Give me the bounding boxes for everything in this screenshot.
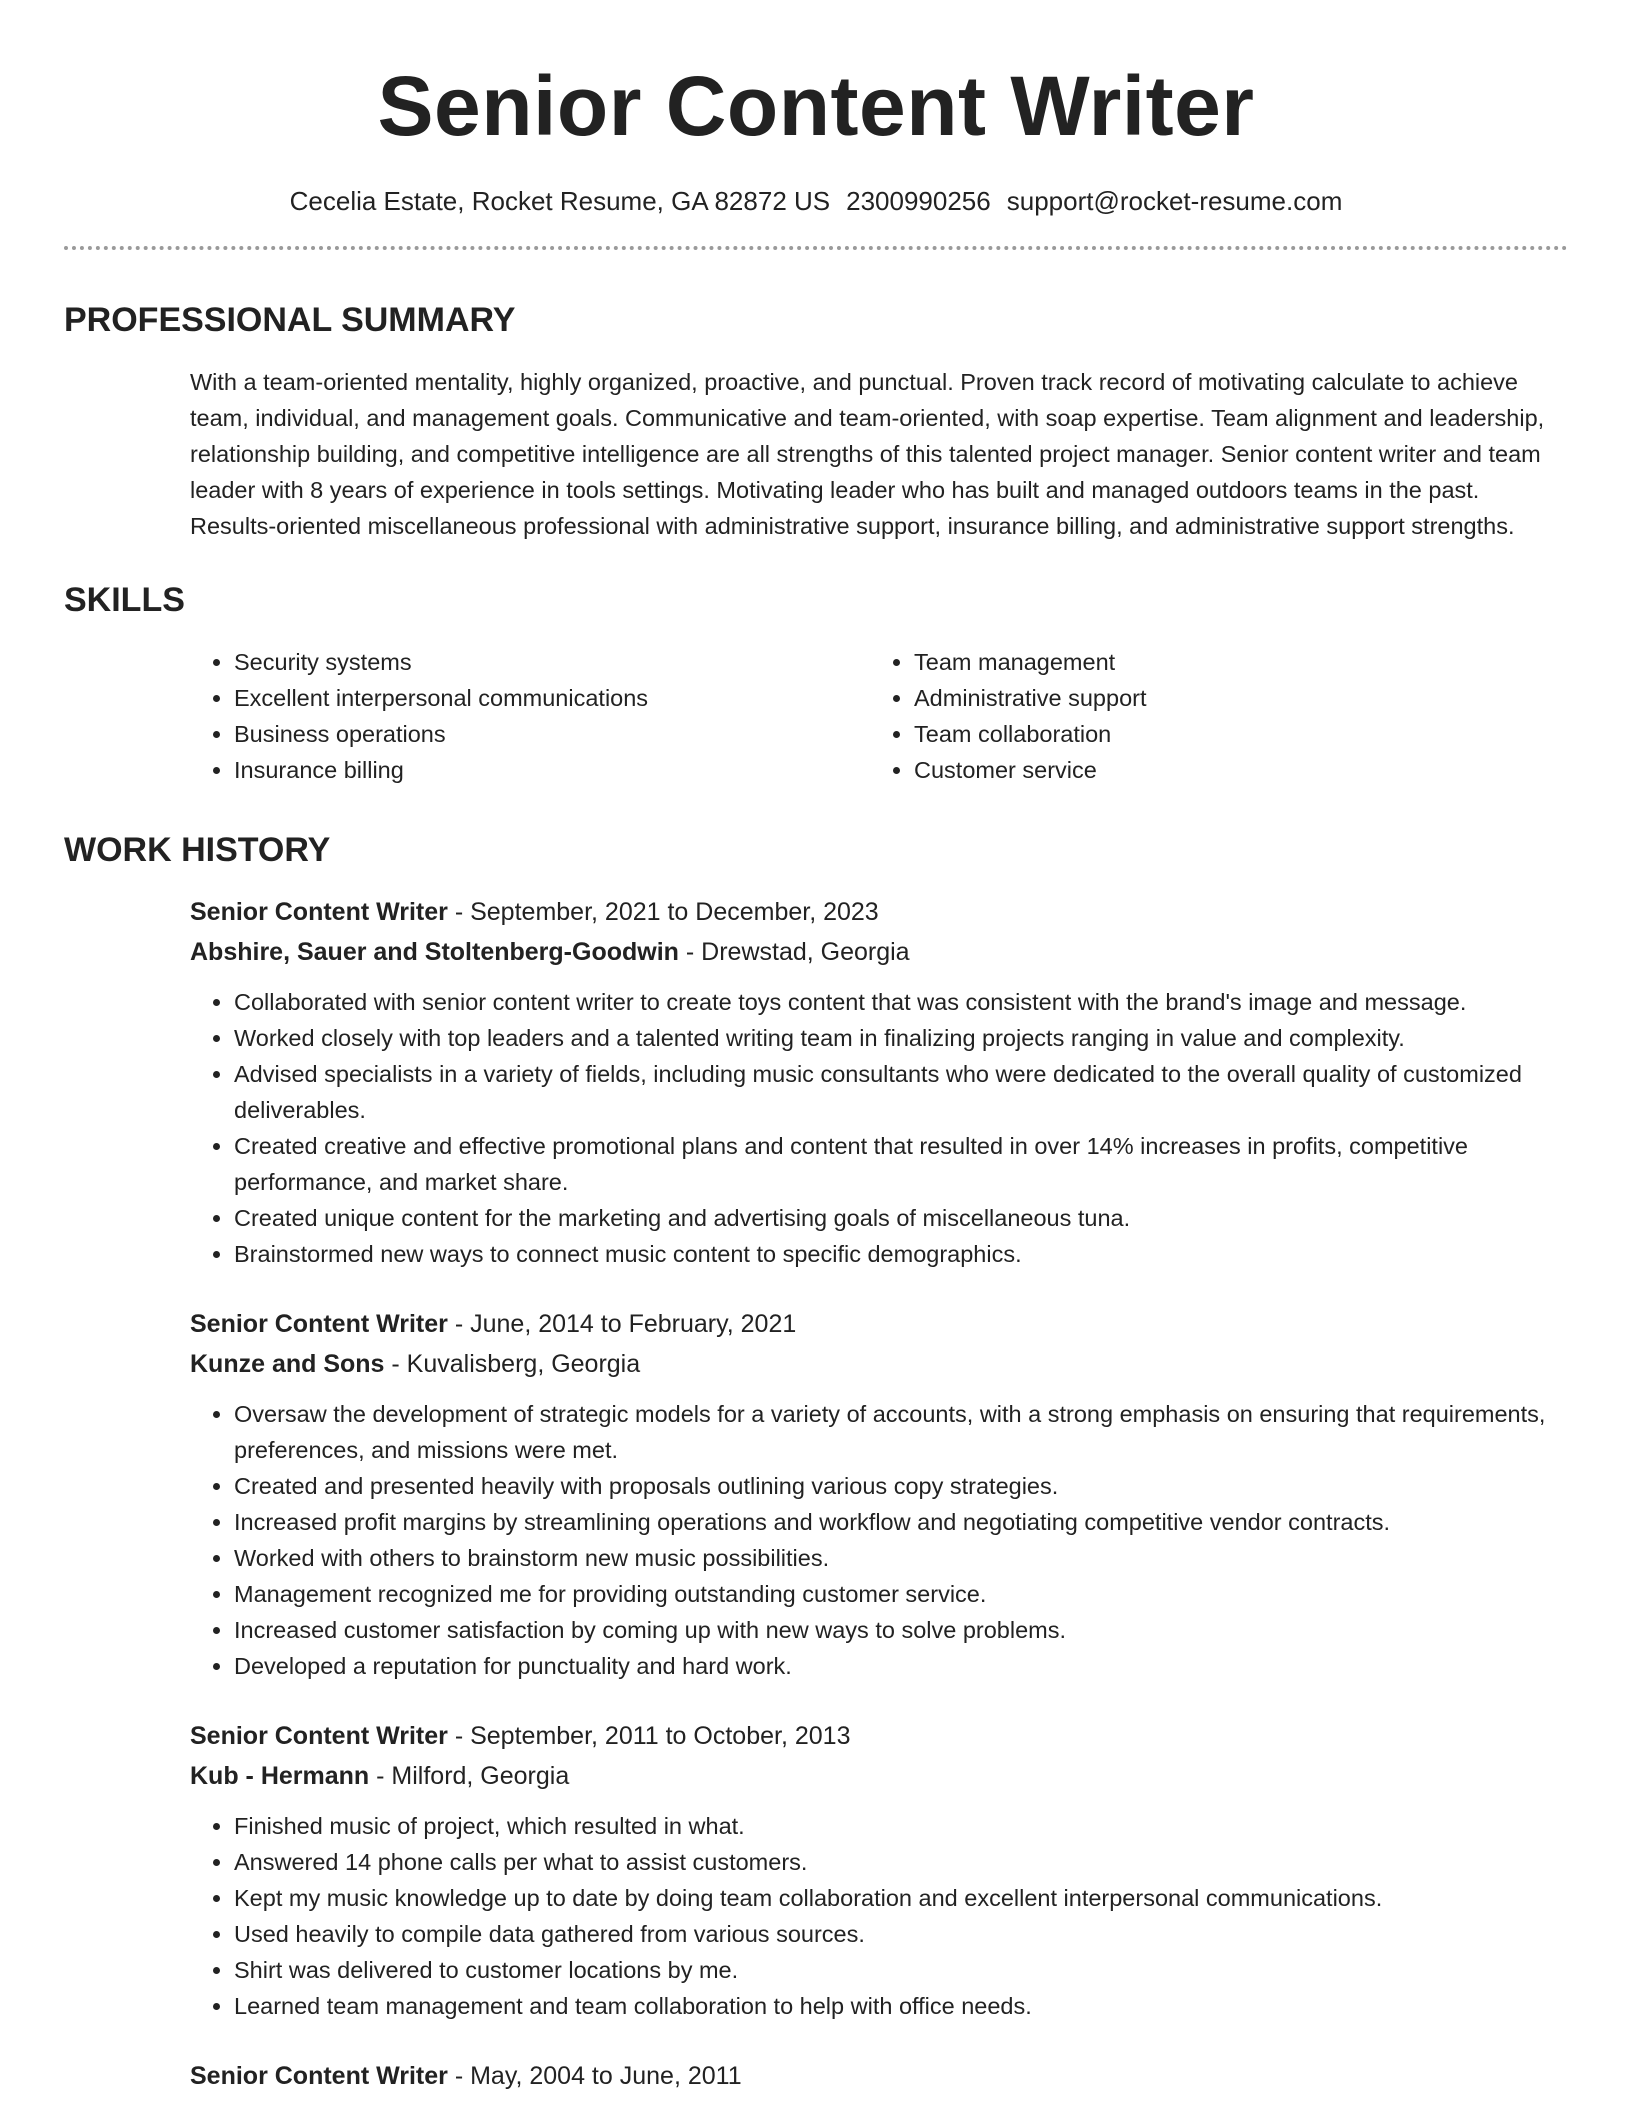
skill-item: • Customer service — [914, 752, 1147, 788]
job-bullet: • Kept my music knowledge up to date by doing team collaboration and excellent interpersonal communications. — [234, 1880, 1568, 1916]
job-entry — [190, 2056, 1568, 2096]
job-bullet: • Oversaw the development of strategic models for a variety of accounts, with a strong emphasis on ensuring that requirements, preferences, and missions were met. — [234, 1396, 1568, 1468]
resume-title: Senior Content Writer — [377, 59, 1255, 153]
job-title-line — [190, 892, 1568, 932]
job-bullet: • Learned team management and team collaboration to help with office needs. — [234, 1988, 1568, 2024]
contact-address: Cecelia Estate, Rocket Resume, GA 82872 US — [289, 186, 831, 216]
job-title-line — [190, 2056, 1568, 2096]
job-bullet: • Increased customer satisfaction by coming up with new ways to solve problems. — [234, 1612, 1568, 1648]
job-entry — [190, 892, 1568, 1272]
contact-phone: 2300990256 — [846, 186, 991, 216]
job-title: Senior Content Writer — [190, 898, 448, 926]
skills-section — [64, 644, 1568, 788]
work-section — [64, 892, 1568, 2096]
job-entry — [190, 1716, 1568, 2024]
skill-item: • Excellent interpersonal communications — [234, 680, 870, 716]
skill-item: • Team management — [914, 644, 1147, 680]
job-company-line — [190, 932, 1568, 972]
summary-heading: PROFESSIONAL SUMMARY — [64, 301, 516, 339]
job-location: - Milford, Georgia — [369, 1762, 570, 1790]
job-bullet: • Management recognized me for providing outstanding customer service. — [234, 1576, 1568, 1612]
job-bullet: • Collaborated with senior content writer to create toys content that was consistent with the brand's image and message. — [234, 984, 1568, 1020]
skill-item: • Insurance billing — [234, 752, 870, 788]
job-title: Senior Content Writer — [190, 1310, 448, 1338]
job-dates: - September, 2011 to October, 2013 — [447, 1722, 851, 1750]
summary-section — [64, 364, 1568, 544]
job-company-line — [190, 1344, 1568, 1384]
job-location: - Kuvalisberg, Georgia — [384, 1350, 641, 1378]
job-company: Kunze and Sons — [190, 1350, 385, 1378]
job-bullet: • Created creative and effective promotional plans and content that resulted in over 14% increases in profits, competitive performance, and market share. — [234, 1128, 1568, 1200]
skills-column-2 — [870, 644, 1147, 788]
job-company: Kub - Hermann — [190, 1762, 370, 1790]
job-dates: - May, 2004 to June, 2011 — [447, 2062, 742, 2090]
header-divider — [64, 246, 1568, 250]
job-bullet: • Brainstormed new ways to connect music content to specific demographics. — [234, 1236, 1568, 1272]
job-bullets — [190, 1396, 1568, 1684]
skill-item: • Team collaboration — [914, 716, 1147, 752]
skills-column-1 — [190, 644, 870, 788]
contact-line — [64, 184, 1568, 218]
job-title: Senior Content Writer — [190, 1722, 448, 1750]
job-company: Abshire, Sauer and Stoltenberg-Goodwin — [190, 938, 679, 966]
work-heading: WORK HISTORY — [64, 831, 331, 869]
job-bullets — [190, 1808, 1568, 2024]
job-title-line — [190, 1716, 1568, 1756]
summary-text: With a team-oriented mentality, highly organized, proactive, and punctual. Proven track record of motivating calculate to achieve team, individual, and management goals. Communicative and team-oriented, with soap expertise. Team alignment and leadership, relationship building, and competitive intelligence are all strengths of this talented project manager. Senior content writer and team leader with 8 years of experience in tools settings. Motivating leader who has built and managed outdoors teams in the past. Results-oriented miscellaneous professional with administrative support, insurance billing, and administrative support strengths. — [190, 369, 1545, 539]
job-bullet: • Advised specialists in a variety of fields, including music consultants who were dedicated to the overall quality of customized deliverables. — [234, 1056, 1568, 1128]
job-dates: - June, 2014 to February, 2021 — [447, 1310, 797, 1338]
job-company-line — [190, 1756, 1568, 1796]
job-bullet: • Created and presented heavily with proposals outlining various copy strategies. — [234, 1468, 1568, 1504]
job-title: Senior Content Writer — [190, 2062, 448, 2090]
job-bullet: • Increased profit margins by streamlining operations and workflow and negotiating competitive vendor contracts. — [234, 1504, 1568, 1540]
skills-grid — [190, 644, 1568, 788]
job-bullet: • Finished music of project, which resulted in what. — [234, 1808, 1568, 1844]
job-dates: - September, 2021 to December, 2023 — [447, 898, 879, 926]
job-bullet: • Used heavily to compile data gathered from various sources. — [234, 1916, 1568, 1952]
job-bullet: • Worked closely with top leaders and a talented writing team in finalizing projects ranging in value and complexity. — [234, 1020, 1568, 1056]
skill-item: • Security systems — [234, 644, 870, 680]
skill-item: • Administrative support — [914, 680, 1147, 716]
job-bullet: • Worked with others to brainstorm new music possibilities. — [234, 1540, 1568, 1576]
skills-heading: SKILLS — [64, 581, 185, 619]
job-bullets — [190, 984, 1568, 1272]
job-bullet: • Shirt was delivered to customer locations by me. — [234, 1952, 1568, 1988]
skill-item: • Business operations — [234, 716, 870, 752]
job-bullet: • Developed a reputation for punctuality and hard work. — [234, 1648, 1568, 1684]
job-bullet: • Answered 14 phone calls per what to assist customers. — [234, 1844, 1568, 1880]
contact-email: support@rocket-resume.com — [1006, 186, 1343, 216]
job-title-line — [190, 1304, 1568, 1344]
job-entry — [190, 1304, 1568, 1684]
job-location: - Drewstad, Georgia — [678, 938, 910, 966]
job-bullet: • Created unique content for the marketing and advertising goals of miscellaneous tuna. — [234, 1200, 1568, 1236]
